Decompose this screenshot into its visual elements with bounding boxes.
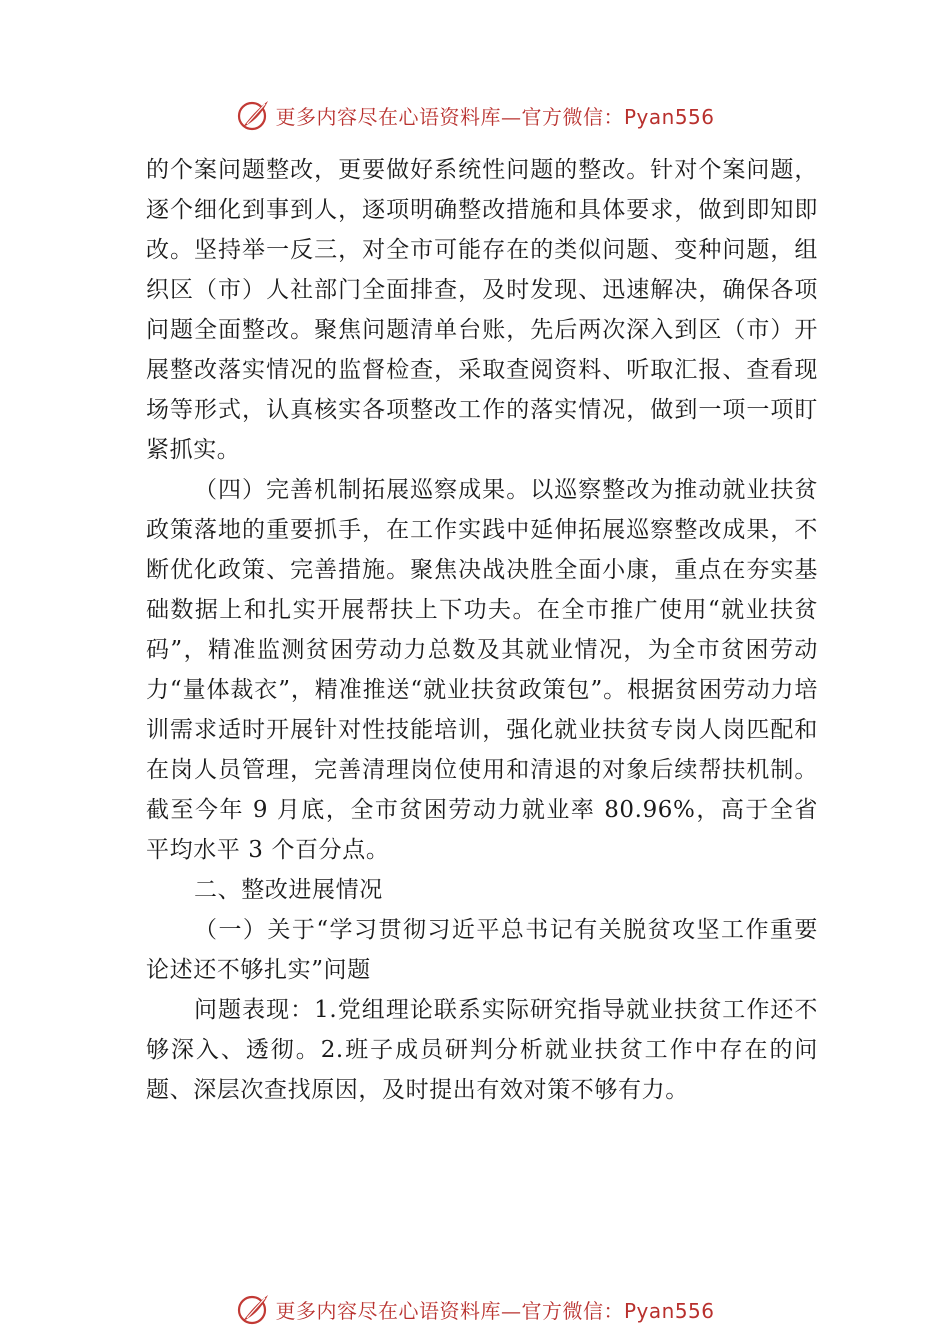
watermark-banner-bottom xyxy=(0,1289,950,1329)
issue-description: 问题表现：1.党组理论联系实际研究指导就业扶贫工作还不够深入、透彻。2.班子成员研判分析就业扶贫工作中存在的问题、深层次查找原因，及时提出有效对策不够有力。 xyxy=(146,997,818,1103)
watermark-text: 更多内容尽在心语资料库—官方微信：Pyan556 xyxy=(275,1298,715,1323)
quill-logo-icon xyxy=(235,1291,271,1327)
section-four-title: （四）完善机制拓展巡察成果。 xyxy=(194,477,531,503)
issue-title: （一）关于“学习贯彻习近平总书记有关脱贫攻坚工作重要论述还不够扎实”问题 xyxy=(146,917,818,983)
watermark-text: 更多内容尽在心语资料库—官方微信：Pyan556 xyxy=(275,104,715,129)
document-body xyxy=(146,150,818,1110)
section-heading: 二、整改进展情况 xyxy=(194,877,383,903)
quill-logo-icon xyxy=(235,97,271,133)
watermark-banner-top xyxy=(0,95,950,135)
paragraph-2 xyxy=(146,470,818,870)
paragraph-1: 的个案问题整改，更要做好系统性问题的整改。针对个案问题，逐个细化到事到人，逐项明确整改措施和具体要求，做到即知即改。坚持举一反三，对全市可能存在的类似问题、变种问题，组织区（市）人社部门全面排查，及时发现、迅速解决，确保各项问题全面整改。聚焦问题清单台账，先后两次深入到区（市）开展整改落实情况的监督检查，采取查阅资料、听取汇报、查看现场等形式，认真核实各项整改工作的落实情况，做到一项一项盯紧抓实。 xyxy=(146,157,818,463)
paragraph-2-body: 以巡察整改为推动就业扶贫政策落地的重要抓手，在工作实践中延伸拓展巡察整改成果，不断优化政策、完善措施。聚焦决战决胜全面小康，重点在夯实基础数据上和扎实开展帮扶上下功夫。在全市推广使用“就业扶贫码”，精准监测贫困劳动力总数及其就业情况，为全市贫困劳动力“量体裁衣”，精准推送“就业扶贫政策包”。根据贫困劳动力培训需求适时开展针对性技能培训，强化就业扶贫专岗人岗匹配和在岗人员管理，完善清理岗位使用和清退的对象后续帮扶机制。截至今年 9 月底，全市贫困劳动力就业率 80.96%，高于全省平均水平 3 个百分点。 xyxy=(146,477,818,863)
